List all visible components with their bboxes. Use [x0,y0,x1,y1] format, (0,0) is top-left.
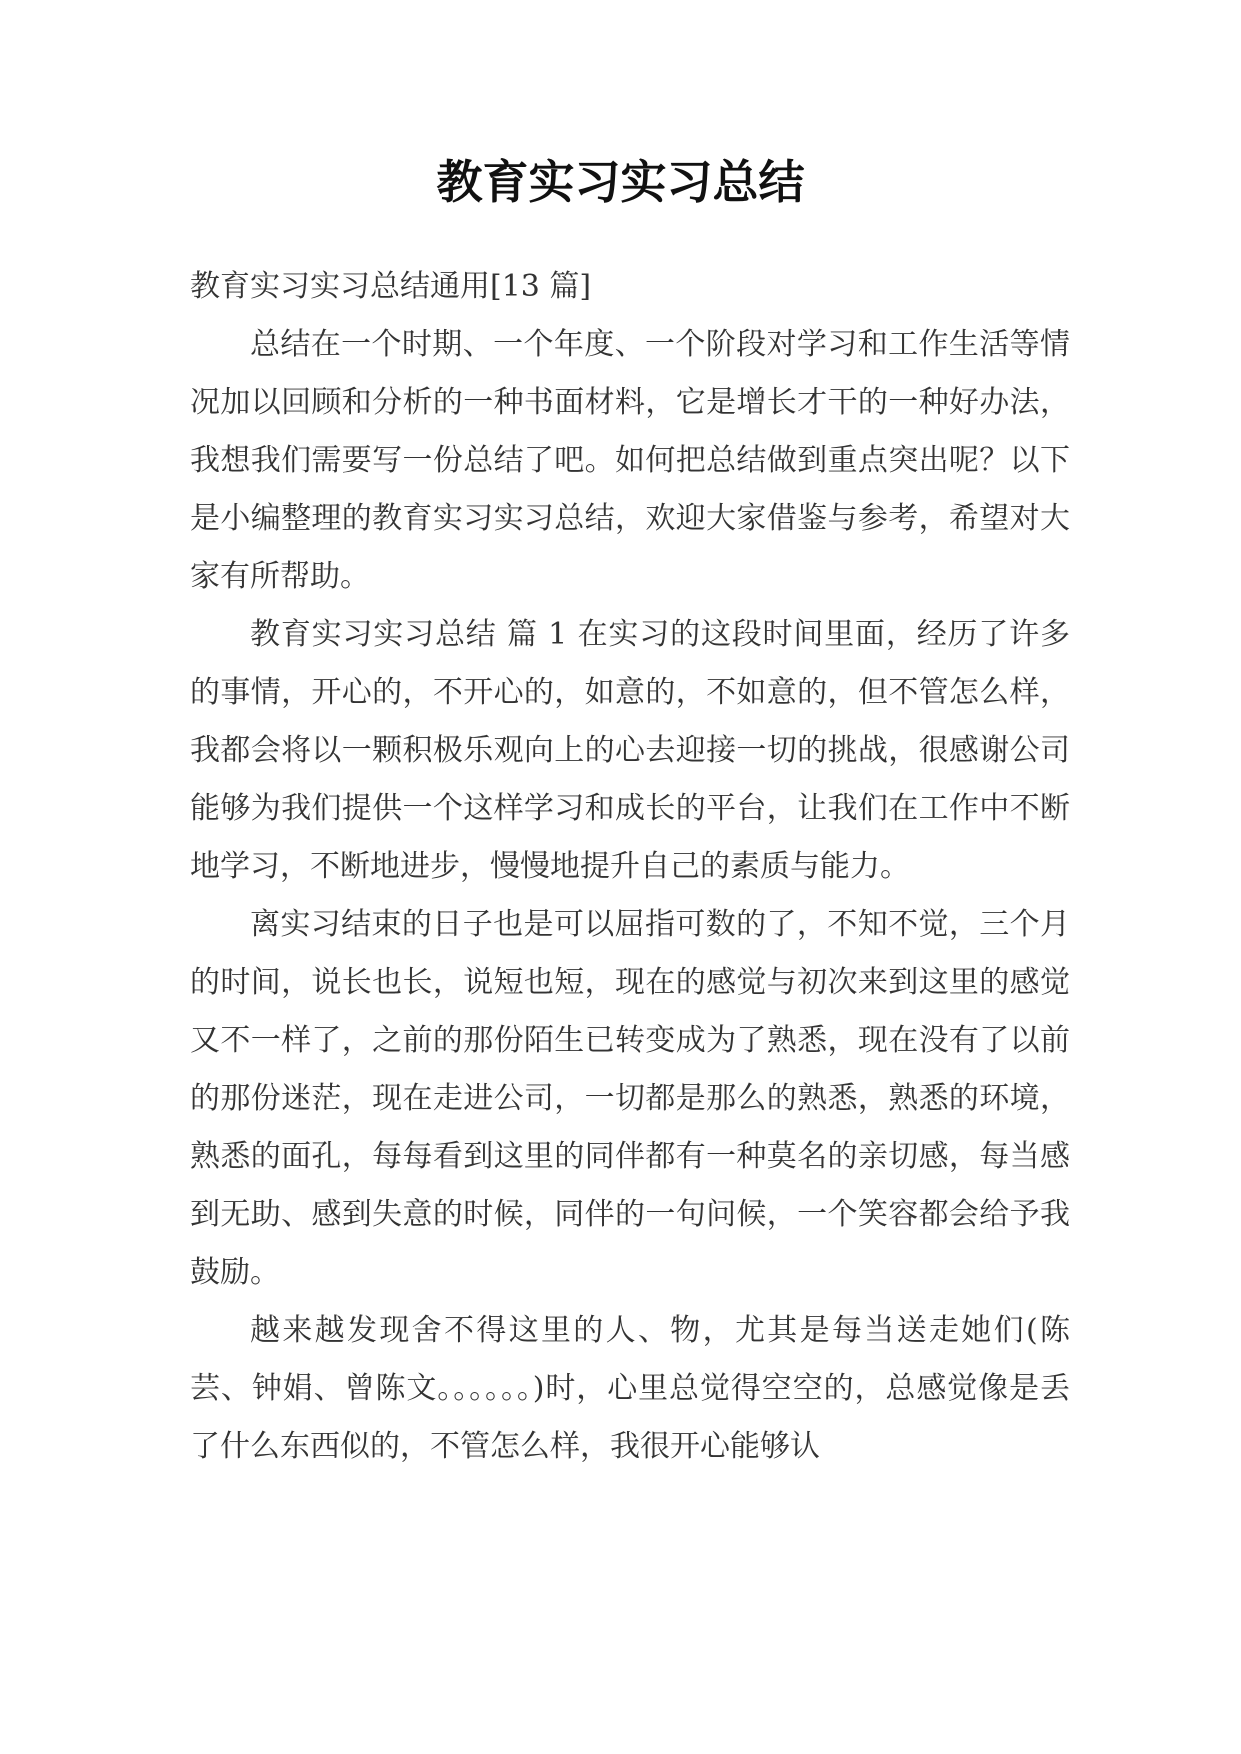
paragraph-reluctant-farewell: 越来越发现舍不得这里的人、物，尤其是每当送走她们(陈芸、钟娟、曾陈文。。。。。。)时，心里总觉得空空的，总感觉像是丢了什么东西似的，不管怎么样，我很开心能够认 [190,1313,1070,1464]
paragraph-section-1: 教育实习实习总结 篇 1 在实习的这段时间里面，经历了许多的事情，开心的，不开心的，如意的，不如意的，但不管怎么样，我都会将以一颗积极乐观向上的心去迎接一切的挑战，很感谢公司能够为我们提供一个这样学习和成长的平台，让我们在工作中不断地学习，不断地进步，慢慢地提升自己的素质与能力。 [190,617,1070,884]
document-body [190,258,1070,1476]
paragraph-intro: 总结在一个时期、一个年度、一个阶段对学习和工作生活等情况加以回顾和分析的一种书面材料，它是增长才干的一种好办法，我想我们需要写一份总结了吧。如何把总结做到重点突出呢？以下是小编整理的教育实习实习总结，欢迎大家借鉴与参考，希望对大家有所帮助。 [190,327,1070,594]
document-title: 教育实习实习总结 [436,155,805,209]
paragraph-internship-ending: 离实习结束的日子也是可以屈指可数的了，不知不觉，三个月的时间，说长也长，说短也短，现在的感觉与初次来到这里的感觉又不一样了，之前的那份陌生已转变成为了熟悉，现在没有了以前的那份迷茫，现在走进公司，一切都是那么的熟悉，熟悉的环境，熟悉的面孔，每每看到这里的同伴都有一种莫名的亲切感，每当感到无助、感到失意的时候，同伴的一句问候，一个笑容都会给予我鼓励。 [190,907,1070,1290]
document-subtitle: 教育实习实习总结通用[13 篇] [190,269,592,304]
